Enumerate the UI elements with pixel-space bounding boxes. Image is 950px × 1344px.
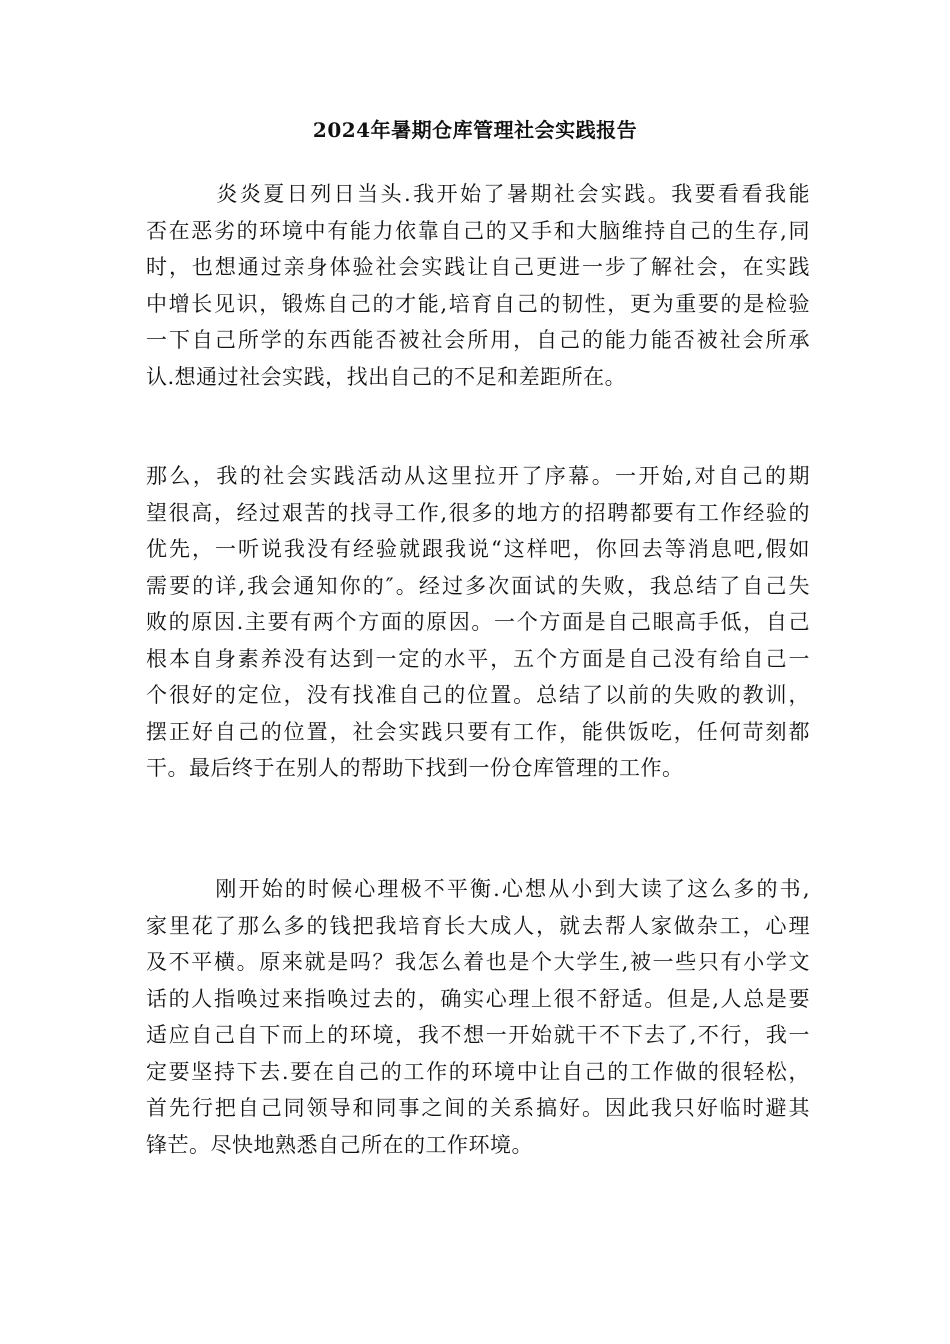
- text-line: 优先，一听说我没有经验就跟我说“这样吧，你回去等消息吧,假如: [146, 537, 810, 561]
- text-line: 干。最后终于在别人的帮助下找到一份仓库管理的工作。: [146, 756, 684, 780]
- text-line: 中增长见识，锻炼自己的才能,培育自己的韧性，更为重要的是检验: [146, 291, 810, 316]
- text-line: 家里花了那么多的钱把我培育长大成人，就去帮人家做杂工，心理: [146, 913, 810, 938]
- text-line: 望很高，经过艰苦的找寻工作,很多的地方的招聘都要有工作经验的: [146, 500, 810, 525]
- text-line: 败的原因.主要有两个方面的原因。一个方面是自己眼高手低，自己: [146, 610, 810, 634]
- text-line: 认.想通过社会实践，找出自己的不足和差距所在。: [146, 364, 627, 389]
- text-line: 否在恶劣的环境中有能力依靠自己的又手和大脑维持自己的生存,同: [146, 218, 810, 243]
- text-line: 需要的详,我会通知你的″。经过多次面试的失败，我总结了自己失: [146, 573, 810, 598]
- paragraph-2: [146, 458, 810, 787]
- text-line: 话的人指唤过来指唤过去的，确实心理上很不舒适。但是,人总是要: [146, 986, 810, 1011]
- text-line: 定要坚持下去.要在自己的工作的环境中让自己的工作做的很轻松，: [146, 1059, 810, 1084]
- text-line: 适应自己自下而上的环境，我不想一开始就干不下去了,不行，我一: [146, 1023, 810, 1047]
- document-title: 2024年暑期仓库管理社会实践报告: [312, 118, 638, 142]
- text-line: 炎炎夏日列日当头.我开始了暑期社会实践。我要看看我能: [146, 182, 810, 206]
- text-line: 根本自身素养没有达到一定的水平，五个方面是自己没有给自己一: [146, 646, 810, 671]
- paragraph-3: [146, 871, 810, 1163]
- text-line: 首先行把自己同领导和同事之间的关系搞好。因此我只好临时避其: [146, 1096, 810, 1120]
- text-line: 及不平横。原来就是吗？我怎么着也是个大学生,被一些只有小学文: [146, 950, 810, 974]
- text-line: 个很好的定位，没有找准自己的位置。总结了以前的失败的教训，: [146, 683, 810, 707]
- text-line: 锋芒。尽快地熟悉自己所在的工作环境。: [146, 1132, 533, 1157]
- paragraph-1: [146, 176, 810, 395]
- text-line: 刚开始的时候心理极不平衡.心想从小到大读了这么多的书,: [146, 877, 810, 901]
- text-line: 摆正好自己的位置，社会实践只要有工作，能供饭吃，任何苛刻都: [146, 719, 810, 744]
- text-line: 那么，我的社会实践活动从这里拉开了序幕。一开始,对自己的期: [146, 464, 810, 488]
- text-line: 时，也想通过亲身体验社会实践让自己更进一步了解社会，在实践: [146, 255, 810, 279]
- text-line: 一下自己所学的东西能否被社会所用，自己的能力能否被社会所承: [146, 328, 810, 352]
